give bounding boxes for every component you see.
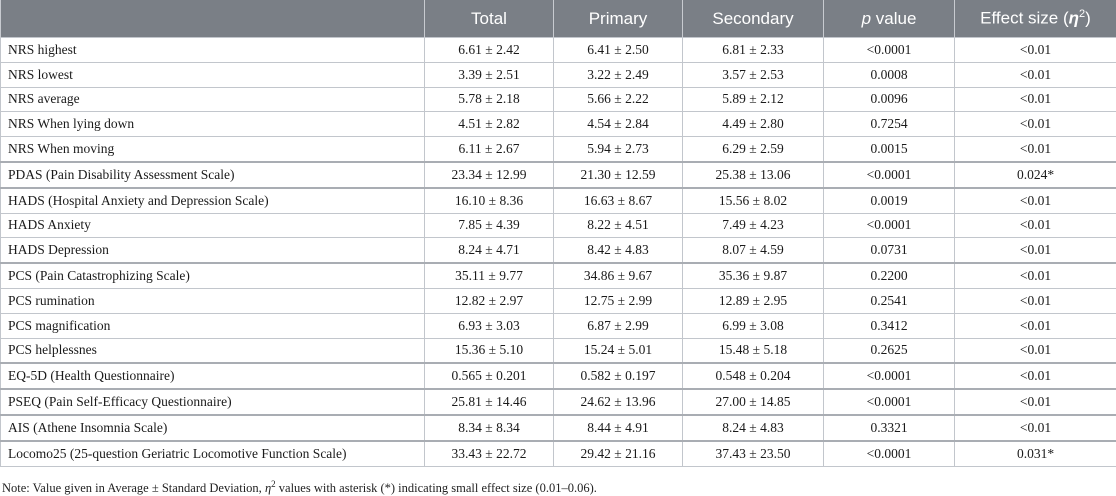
cell-secondary: 12.89 ± 2.95 bbox=[683, 288, 824, 313]
cell-p-value: <0.0001 bbox=[824, 363, 955, 389]
cell-total: 35.11 ± 9.77 bbox=[425, 263, 554, 288]
cell-effect-size: <0.01 bbox=[955, 137, 1116, 162]
cell-secondary: 35.36 ± 9.87 bbox=[683, 263, 824, 288]
table-row bbox=[1, 213, 1116, 238]
cell-secondary: 8.07 ± 4.59 bbox=[683, 238, 824, 263]
cell-effect-size: <0.01 bbox=[955, 338, 1116, 363]
table-row bbox=[1, 137, 1116, 162]
table-row bbox=[1, 389, 1116, 415]
table-row bbox=[1, 188, 1116, 213]
cell-primary: 3.22 ± 2.49 bbox=[554, 62, 683, 87]
cell-total: 5.78 ± 2.18 bbox=[425, 87, 554, 112]
cell-total: 16.10 ± 8.36 bbox=[425, 188, 554, 213]
note-eta-sup: 2 bbox=[271, 479, 276, 489]
cell-p-value: 0.2625 bbox=[824, 338, 955, 363]
cell-effect-size: <0.01 bbox=[955, 62, 1116, 87]
cell-secondary: 6.29 ± 2.59 bbox=[683, 137, 824, 162]
cell-total: 3.39 ± 2.51 bbox=[425, 62, 554, 87]
header-secondary: Secondary bbox=[683, 0, 824, 38]
cell-primary: 21.30 ± 12.59 bbox=[554, 162, 683, 188]
cell-secondary: 15.56 ± 8.02 bbox=[683, 188, 824, 213]
cell-secondary: 3.57 ± 2.53 bbox=[683, 62, 824, 87]
cell-effect-size: <0.01 bbox=[955, 389, 1116, 415]
cell-p-value: 0.3321 bbox=[824, 415, 955, 441]
table-row bbox=[1, 415, 1116, 441]
note-prefix: Note: Value given in Average ± Standard Deviation, bbox=[2, 481, 265, 495]
table-header-row bbox=[1, 0, 1116, 38]
cell-total: 4.51 ± 2.82 bbox=[425, 112, 554, 137]
cell-p-value: <0.0001 bbox=[824, 162, 955, 188]
table-row bbox=[1, 441, 1116, 466]
note-suffix: values with asterisk (*) indicating small effect size (0.01–0.06). bbox=[276, 481, 597, 495]
cell-primary: 6.87 ± 2.99 bbox=[554, 313, 683, 338]
table-row bbox=[1, 263, 1116, 288]
cell-secondary: 7.49 ± 4.23 bbox=[683, 213, 824, 238]
cell-primary: 5.94 ± 2.73 bbox=[554, 137, 683, 162]
cell-label: Locomo25 (25-question Geriatric Locomotive Function Scale) bbox=[1, 441, 425, 466]
header-label bbox=[1, 0, 425, 38]
cell-label: AIS (Athene Insomnia Scale) bbox=[1, 415, 425, 441]
table-row bbox=[1, 338, 1116, 363]
cell-total: 6.93 ± 3.03 bbox=[425, 313, 554, 338]
cell-total: 8.24 ± 4.71 bbox=[425, 238, 554, 263]
cell-secondary: 37.43 ± 23.50 bbox=[683, 441, 824, 466]
cell-secondary: 25.38 ± 13.06 bbox=[683, 162, 824, 188]
cell-label: NRS average bbox=[1, 87, 425, 112]
cell-secondary: 8.24 ± 4.83 bbox=[683, 415, 824, 441]
table-row bbox=[1, 162, 1116, 188]
cell-primary: 8.42 ± 4.83 bbox=[554, 238, 683, 263]
table-row bbox=[1, 112, 1116, 137]
cell-label: PCS (Pain Catastrophizing Scale) bbox=[1, 263, 425, 288]
table-row bbox=[1, 62, 1116, 87]
header-primary: Primary bbox=[554, 0, 683, 38]
cell-label: NRS highest bbox=[1, 38, 425, 63]
cell-total: 15.36 ± 5.10 bbox=[425, 338, 554, 363]
header-p-italic: p bbox=[862, 9, 871, 28]
cell-effect-size: <0.01 bbox=[955, 213, 1116, 238]
header-eta: η bbox=[1069, 9, 1079, 28]
cell-secondary: 6.99 ± 3.08 bbox=[683, 313, 824, 338]
cell-secondary: 6.81 ± 2.33 bbox=[683, 38, 824, 63]
cell-secondary: 0.548 ± 0.204 bbox=[683, 363, 824, 389]
cell-label: NRS lowest bbox=[1, 62, 425, 87]
cell-primary: 8.44 ± 4.91 bbox=[554, 415, 683, 441]
cell-total: 23.34 ± 12.99 bbox=[425, 162, 554, 188]
cell-effect-size: <0.01 bbox=[955, 112, 1116, 137]
table-row bbox=[1, 87, 1116, 112]
cell-secondary: 5.89 ± 2.12 bbox=[683, 87, 824, 112]
header-effect-size bbox=[955, 0, 1116, 38]
table-row bbox=[1, 288, 1116, 313]
cell-label: NRS When moving bbox=[1, 137, 425, 162]
note-eta: η bbox=[265, 481, 271, 495]
cell-p-value: <0.0001 bbox=[824, 441, 955, 466]
cell-total: 33.43 ± 22.72 bbox=[425, 441, 554, 466]
cell-p-value: 0.0731 bbox=[824, 238, 955, 263]
cell-label: PCS magnification bbox=[1, 313, 425, 338]
cell-effect-size: <0.01 bbox=[955, 363, 1116, 389]
cell-p-value: <0.0001 bbox=[824, 389, 955, 415]
cell-effect-size: <0.01 bbox=[955, 263, 1116, 288]
cell-primary: 15.24 ± 5.01 bbox=[554, 338, 683, 363]
cell-p-value: 0.2541 bbox=[824, 288, 955, 313]
cell-label: NRS When lying down bbox=[1, 112, 425, 137]
cell-primary: 4.54 ± 2.84 bbox=[554, 112, 683, 137]
cell-primary: 12.75 ± 2.99 bbox=[554, 288, 683, 313]
cell-p-value: 0.0015 bbox=[824, 137, 955, 162]
cell-p-value: 0.7254 bbox=[824, 112, 955, 137]
header-total: Total bbox=[425, 0, 554, 38]
table-row bbox=[1, 363, 1116, 389]
header-effect-text: Effect size ( bbox=[980, 9, 1069, 28]
cell-total: 8.34 ± 8.34 bbox=[425, 415, 554, 441]
table-row bbox=[1, 38, 1116, 63]
cell-effect-size: <0.01 bbox=[955, 415, 1116, 441]
table-note bbox=[2, 479, 1116, 496]
cell-p-value: 0.3412 bbox=[824, 313, 955, 338]
cell-primary: 16.63 ± 8.67 bbox=[554, 188, 683, 213]
cell-primary: 8.22 ± 4.51 bbox=[554, 213, 683, 238]
cell-p-value: 0.0008 bbox=[824, 62, 955, 87]
cell-label: HADS (Hospital Anxiety and Depression Scale) bbox=[1, 188, 425, 213]
header-effect-close: ) bbox=[1085, 9, 1091, 28]
cell-total: 12.82 ± 2.97 bbox=[425, 288, 554, 313]
header-p-rest: value bbox=[871, 9, 916, 28]
cell-effect-size: <0.01 bbox=[955, 38, 1116, 63]
cell-primary: 5.66 ± 2.22 bbox=[554, 87, 683, 112]
cell-effect-size: 0.024* bbox=[955, 162, 1116, 188]
cell-primary: 6.41 ± 2.50 bbox=[554, 38, 683, 63]
cell-p-value: <0.0001 bbox=[824, 38, 955, 63]
table-row bbox=[1, 238, 1116, 263]
cell-total: 0.565 ± 0.201 bbox=[425, 363, 554, 389]
cell-primary: 24.62 ± 13.96 bbox=[554, 389, 683, 415]
cell-primary: 0.582 ± 0.197 bbox=[554, 363, 683, 389]
cell-effect-size: <0.01 bbox=[955, 87, 1116, 112]
cell-label: HADS Depression bbox=[1, 238, 425, 263]
cell-label: PDAS (Pain Disability Assessment Scale) bbox=[1, 162, 425, 188]
cell-label: PCS rumination bbox=[1, 288, 425, 313]
cell-secondary: 15.48 ± 5.18 bbox=[683, 338, 824, 363]
cell-label: PCS helplessnes bbox=[1, 338, 425, 363]
cell-p-value: <0.0001 bbox=[824, 213, 955, 238]
cell-p-value: 0.2200 bbox=[824, 263, 955, 288]
cell-primary: 29.42 ± 21.16 bbox=[554, 441, 683, 466]
cell-effect-size: <0.01 bbox=[955, 313, 1116, 338]
cell-total: 6.11 ± 2.67 bbox=[425, 137, 554, 162]
cell-total: 25.81 ± 14.46 bbox=[425, 389, 554, 415]
cell-secondary: 27.00 ± 14.85 bbox=[683, 389, 824, 415]
header-p-value bbox=[824, 0, 955, 38]
cell-total: 6.61 ± 2.42 bbox=[425, 38, 554, 63]
cell-effect-size: <0.01 bbox=[955, 288, 1116, 313]
cell-p-value: 0.0096 bbox=[824, 87, 955, 112]
table-row bbox=[1, 313, 1116, 338]
table-body bbox=[1, 38, 1116, 467]
cell-effect-size: <0.01 bbox=[955, 188, 1116, 213]
header-eta-sup: 2 bbox=[1079, 8, 1085, 20]
cell-label: HADS Anxiety bbox=[1, 213, 425, 238]
cell-label: PSEQ (Pain Self-Efficacy Questionnaire) bbox=[1, 389, 425, 415]
cell-p-value: 0.0019 bbox=[824, 188, 955, 213]
cell-total: 7.85 ± 4.39 bbox=[425, 213, 554, 238]
cell-secondary: 4.49 ± 2.80 bbox=[683, 112, 824, 137]
cell-primary: 34.86 ± 9.67 bbox=[554, 263, 683, 288]
cell-effect-size: 0.031* bbox=[955, 441, 1116, 466]
cell-label: EQ-5D (Health Questionnaire) bbox=[1, 363, 425, 389]
cell-effect-size: <0.01 bbox=[955, 238, 1116, 263]
